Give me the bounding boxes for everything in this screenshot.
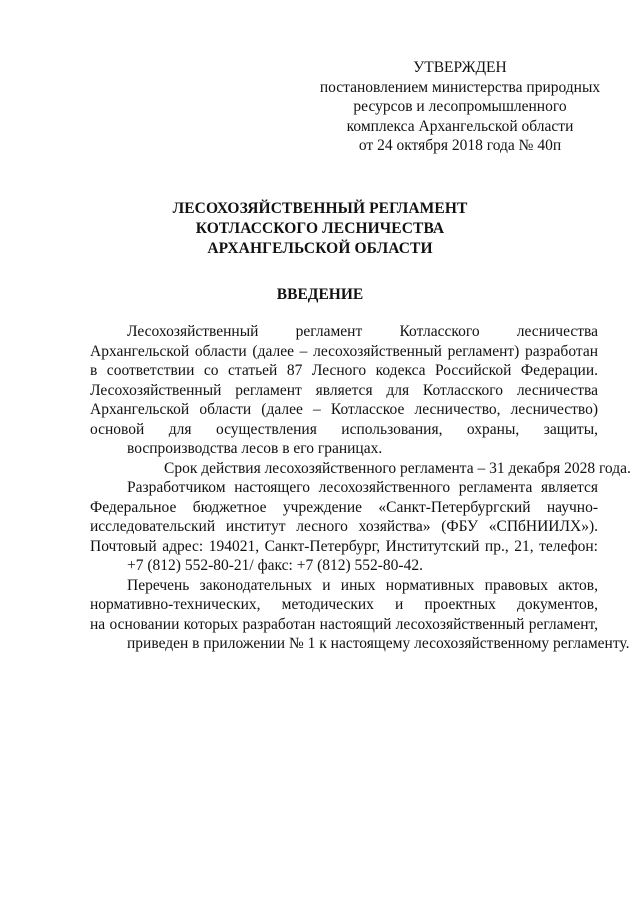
text-line: Разработчиком настоящего лесохозяйственного регламента является <box>127 479 598 496</box>
paragraph-term <box>90 459 631 479</box>
approval-line: комплекса Архангельской области <box>346 117 574 135</box>
text-line: приведен в приложении № 1 к настоящему лесохозяйственному регламенту. <box>127 635 630 652</box>
text-line: в соответствии со статьей 87 Лесного кодекса Российской Федерации. <box>90 362 598 379</box>
approval-line: УТВЕРЖДЕН <box>413 59 507 76</box>
text-line: Архангельской области (далее – лесохозяйственный регламент) разработан <box>90 342 598 360</box>
text-line: на основании которых разработан настоящий лесохозяйственный регламент, <box>90 615 598 633</box>
text-line: +7 (812) 552-80-21/ факс: +7 (812) 552-80-42. <box>127 557 423 574</box>
paragraph-legal-list <box>90 576 630 654</box>
paragraph-developer <box>90 478 598 576</box>
approval-block <box>300 58 620 156</box>
title-line: АРХАНГЕЛЬСКОЙ ОБЛАСТИ <box>207 240 433 257</box>
text-line: Лесохозяйственный регламент Котласского лесничества <box>127 323 598 340</box>
text-line: Срок действия лесохозяйственного регламента – 31 декабря 2028 года. <box>164 459 631 477</box>
approval-line: от 24 октября 2018 года № 40п <box>358 137 562 154</box>
title-line: ЛЕСОХОЗЯЙСТВЕННЫЙ РЕГЛАМЕНТ <box>172 200 468 217</box>
text-line: Федеральное бюджетное учреждение «Санкт-Петербургский научно- <box>90 498 598 516</box>
text-line: Перечень законодательных и иных нормативных правовых актов, <box>127 576 598 594</box>
document-body <box>90 322 631 654</box>
text-line: Лесохозяйственный регламент является для Котласского лесничества <box>90 381 598 399</box>
paragraph-intro <box>90 322 598 459</box>
document-title <box>0 199 640 259</box>
text-line: основой для осуществления использования, охраны, защиты, <box>90 420 598 438</box>
title-line: КОТЛАССКОГО ЛЕСНИЧЕСТВА <box>195 220 445 237</box>
section-heading: ВВЕДЕНИЕ <box>276 286 364 303</box>
text-line: исследовательский институт лесного хозяйства» (ФБУ «СПбНИИЛХ»). <box>90 518 598 535</box>
text-line: нормативно-технических, методических и проектных документов, <box>90 596 598 613</box>
text-line: Архангельской области (далее – Котласское лесничество, лесничество) <box>90 401 598 418</box>
text-line: Почтовый адрес: 194021, Санкт-Петербург, Институтский пр., 21, телефон: <box>90 537 598 555</box>
approval-line: ресурсов и лесопромышленного <box>353 98 567 115</box>
text-line: воспроизводства лесов в его границах. <box>127 440 383 457</box>
approval-line: постановлением министерства природных <box>319 78 601 96</box>
